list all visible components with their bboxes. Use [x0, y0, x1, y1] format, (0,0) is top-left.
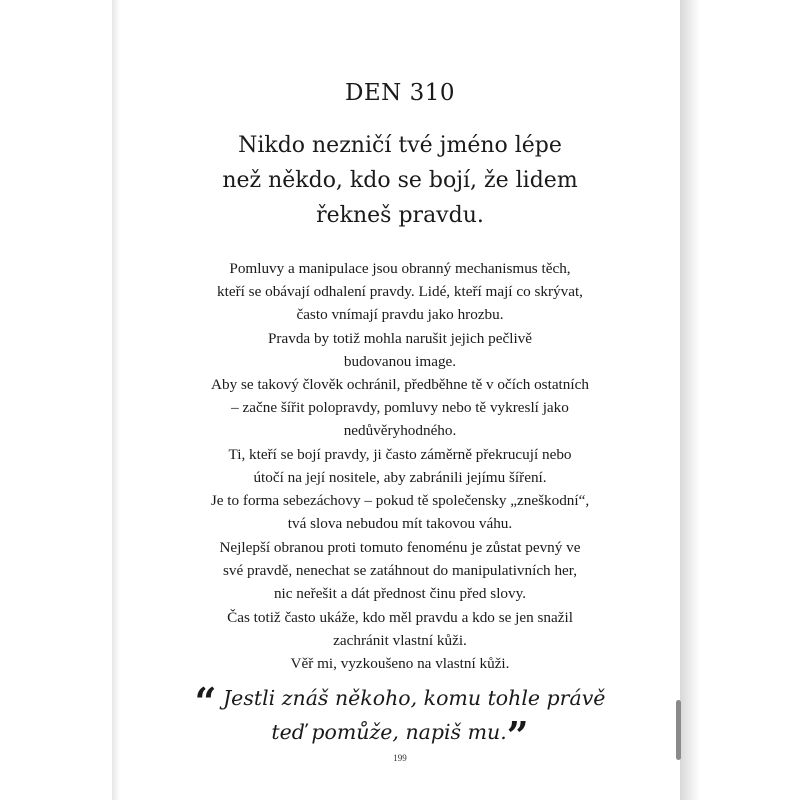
headline	[120, 128, 680, 233]
page-left-edge	[112, 0, 120, 800]
paragraph-line: – začne šířit polopravdy, pomluvy nebo tě vykreslí jako	[231, 399, 569, 417]
paragraph-line: budovanou image.	[343, 352, 457, 370]
paragraph-line: své pravdě, nenechat se zatáhnout do manipulativních her,	[222, 562, 578, 580]
paragraph-line: Ti, kteří se bojí pravdy, ji často záměrně překrucují nebo	[228, 445, 572, 463]
paragraph-line: nic neřešit a dát přednost činu před slovy.	[273, 585, 527, 603]
quote-line-1	[120, 679, 680, 724]
paragraph-line: útočí na její nositele, aby zabránili jejímu šíření.	[253, 468, 547, 486]
paragraph-line: Pravda by totiž mohla narušit jejich pečlivě	[267, 329, 533, 347]
paragraph-line: Aby se takový člověk ochránil, předběhne tě v očích ostatních	[211, 376, 589, 394]
paragraph-line: Věř mi, vyzkoušeno na vlastní kůži.	[290, 655, 510, 673]
paragraph-line: Čas totiž často ukáže, kdo měl pravdu a kdo se jen snažil	[227, 608, 573, 626]
open-quote-mark: “	[194, 679, 217, 724]
page-number: 199	[393, 753, 407, 763]
quote-text: Jestli znáš někoho, komu tohle právě	[222, 686, 606, 710]
headline-line: než někdo, kdo se bojí, že lidem	[222, 168, 578, 193]
page-right-edge	[680, 0, 700, 800]
paragraph-line: Je to forma sebezáchovy – pokud tě společensky „zneškodní“,	[210, 492, 590, 510]
paragraph-1	[120, 257, 680, 535]
paragraph-line: často vnímají pravdu jako hrozbu.	[296, 306, 504, 324]
quote-text: teď pomůže, napiš mu.	[271, 720, 507, 744]
viewer-background	[700, 0, 800, 800]
paragraph-line: tvá slova nebudou mít takovou váhu.	[287, 515, 513, 533]
paragraph-line: Nejlepší obranou proti tomuto fenoménu je zůstat pevný ve	[219, 539, 581, 556]
paragraph-line: zachránit vlastní kůži.	[333, 631, 467, 649]
paragraph-line: Pomluvy a manipulace jsou obranný mechanismus těch,	[229, 260, 571, 277]
paragraph-line: nedůvěryhodného.	[343, 422, 457, 440]
headline-line: řekneš pravdu.	[316, 203, 484, 228]
day-title: DEN 310	[344, 80, 456, 106]
paragraph-2	[120, 536, 680, 675]
headline-line: Nikdo nezničí tvé jméno lépe	[238, 133, 562, 158]
close-quote-mark: ”	[506, 713, 529, 758]
paragraph-line: kteří se obávají odhalení pravdy. Lidé, kteří mají co skrývat,	[217, 283, 583, 301]
